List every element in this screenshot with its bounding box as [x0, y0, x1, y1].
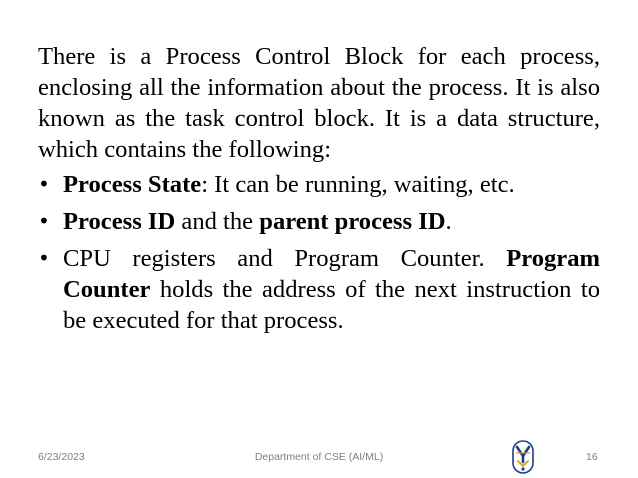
bullet-text: and the	[175, 208, 260, 235]
bullet-bold-text: parent process ID	[259, 208, 446, 235]
bullet-text: : It can be running, waiting, etc.	[201, 171, 515, 198]
bullet-glyph: •	[38, 209, 50, 233]
footer-date: 6/23/2023	[38, 451, 85, 463]
bullet-list	[38, 169, 600, 336]
bullet-glyph: •	[38, 246, 50, 270]
institution-logo-icon	[511, 440, 535, 474]
bullet-item-process-state	[38, 169, 600, 200]
bullet-bold-text: Process State	[63, 171, 202, 198]
bullet-bold-text: Program Counter	[63, 245, 600, 303]
bullet-bold-text: Process ID	[63, 208, 176, 235]
intro-paragraph: There is a Process Control Block for each process, enclosing all the information about the process. It is also known as the task control block. It is a data structure, which contains the following:	[38, 43, 600, 163]
bullet-text: CPU registers and Program Counter.	[63, 245, 507, 272]
bullet-glyph: •	[38, 172, 50, 196]
footer-department: Department of CSE (AI/ML)	[254, 451, 384, 463]
footer-page-number: 16	[586, 451, 598, 463]
bullet-item-process-id	[38, 206, 600, 237]
bullet-item-cpu-registers	[38, 243, 600, 336]
bullet-text: .	[445, 208, 452, 235]
slide-body	[38, 41, 600, 336]
bullet-text: holds the address of the next instruction to be executed for that process.	[63, 276, 600, 334]
